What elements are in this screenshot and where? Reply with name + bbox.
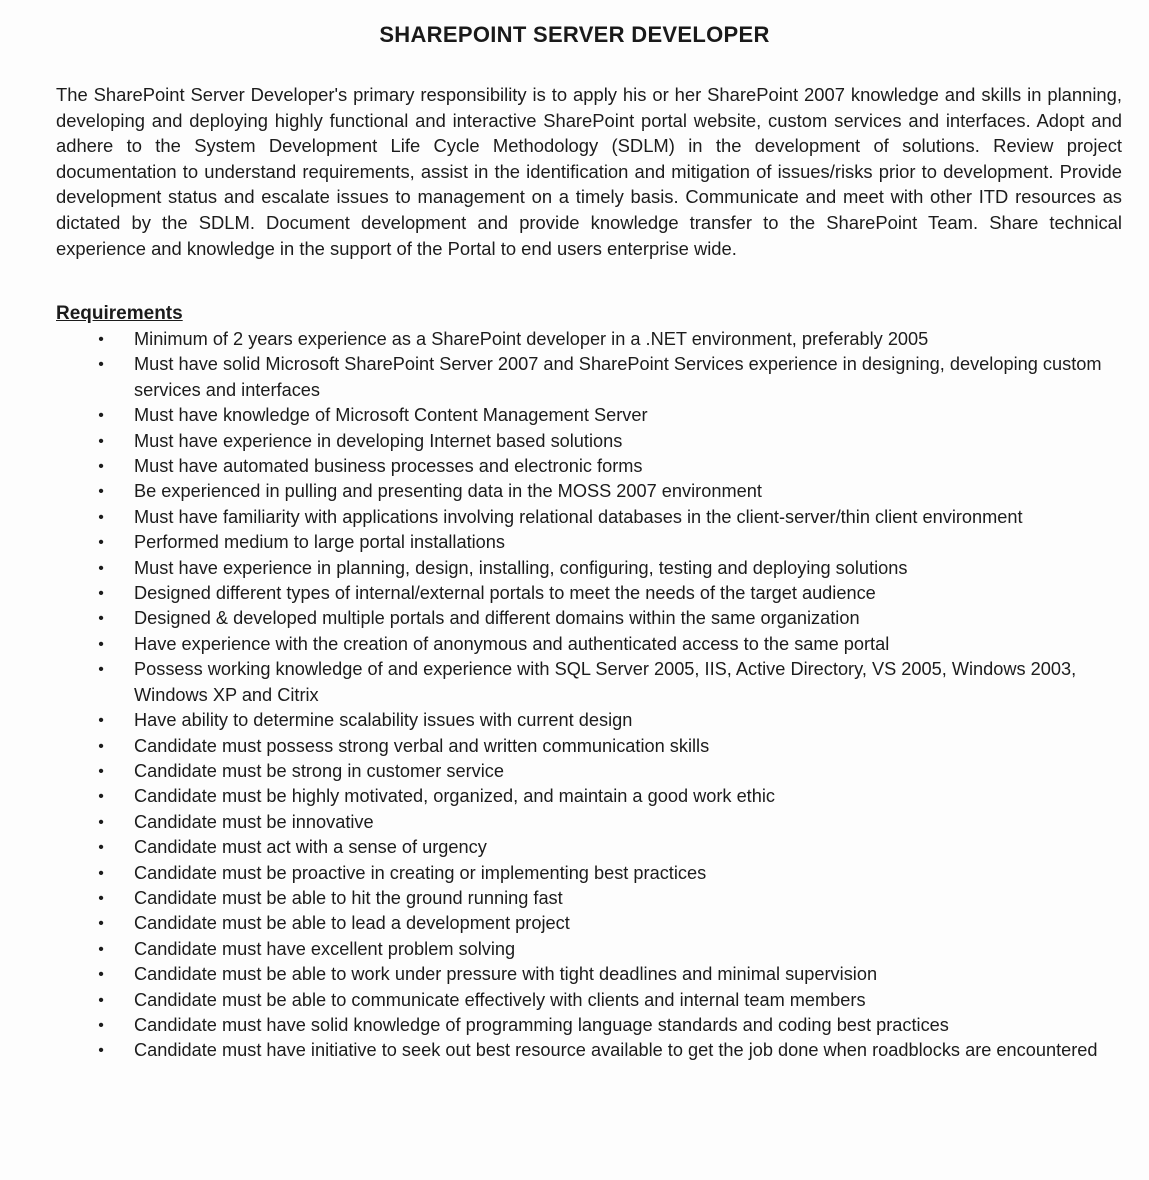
bullet-icon: • (98, 712, 104, 730)
bullet-icon: • (98, 407, 104, 425)
intro-paragraph: The SharePoint Server Developer's primary responsibility is to apply his or her SharePoint 2007 knowledge and skills in planning, developing and deploying highly functional and interactive SharePoint portal website, custom services and interfaces. Adopt and adhere to the System Development Life Cycle Methodology (SDLM) in the development of solutions. Review project documentation to understand requirements, assist in the identification and mitigation of issues/risks prior to development. Provide development status and escalate issues to management on a timely basis. Communicate and meet with other ITD resources as dictated by the SDLM. Document development and provide knowledge transfer to the SharePoint Team. Share technical experience and knowledge in the support of the Portal to end users enterprise wide. (56, 84, 1122, 259)
requirement-item (96, 657, 1136, 708)
requirement-text: Candidate must be strong in customer service (134, 760, 504, 781)
document-title: SHAREPOINT SERVER DEVELOPER (379, 22, 770, 47)
requirement-item (96, 759, 1136, 784)
bullet-icon: • (98, 432, 104, 450)
requirement-text: Have ability to determine scalability issues with current design (134, 710, 633, 731)
bullet-icon: • (98, 940, 104, 958)
requirement-item (96, 708, 1136, 733)
bullet-icon: • (98, 1016, 104, 1034)
requirement-text: Candidate must be innovative (134, 811, 374, 832)
bullet-icon: • (98, 635, 104, 653)
requirement-item (96, 937, 1136, 962)
requirement-text: Candidate must be able to communicate effectively with clients and internal team members (134, 989, 866, 1010)
requirement-item (96, 352, 1136, 403)
requirement-item (96, 479, 1136, 504)
requirement-text: Must have solid Microsoft SharePoint Server 2007 and SharePoint Services experience in designing, developing custom services and interfaces (134, 354, 1102, 400)
bullet-icon: • (98, 788, 104, 806)
requirement-item (96, 962, 1136, 987)
requirement-text: Candidate must have solid knowledge of programming language standards and coding best practices (134, 1014, 949, 1035)
requirement-text: Have experience with the creation of anonymous and authenticated access to the same portal (134, 633, 890, 654)
requirement-item (96, 1038, 1136, 1063)
requirement-text: Designed different types of internal/external portals to meet the needs of the target audience (134, 583, 876, 604)
bullet-icon: • (98, 915, 104, 933)
requirement-item (96, 327, 1136, 352)
bullet-icon: • (98, 813, 104, 831)
requirement-item (96, 454, 1136, 479)
bullet-icon: • (98, 737, 104, 755)
requirement-text: Must have familiarity with applications involving relational databases in the client-server/thin client environment (134, 506, 1023, 527)
requirement-text: Candidate must be proactive in creating or implementing best practices (134, 862, 707, 883)
requirement-text: Must have experience in planning, design, installing, configuring, testing and deploying solutions (134, 557, 908, 578)
bullet-icon: • (98, 762, 104, 780)
bullet-icon: • (98, 661, 104, 679)
requirement-item (96, 810, 1136, 835)
requirement-item (96, 581, 1136, 606)
bullet-icon: • (98, 991, 104, 1009)
bullet-icon: • (98, 839, 104, 857)
bullet-icon: • (98, 585, 104, 603)
bullet-icon: • (98, 610, 104, 628)
requirement-text: Candidate must be able to work under pressure with tight deadlines and minimal supervision (134, 964, 878, 985)
bullet-icon: • (98, 966, 104, 984)
requirement-item (96, 530, 1136, 555)
requirement-item (96, 429, 1136, 454)
requirement-text: Candidate must act with a sense of urgency (134, 837, 487, 858)
requirement-item (96, 886, 1136, 911)
requirement-item (96, 784, 1136, 809)
requirement-text: Must have experience in developing Internet based solutions (134, 430, 623, 451)
requirement-text: Must have knowledge of Microsoft Content Management Server (134, 405, 648, 426)
requirement-item (96, 403, 1136, 428)
requirement-text: Performed medium to large portal installations (134, 532, 505, 553)
requirement-text: Candidate must be highly motivated, organized, and maintain a good work ethic (134, 786, 775, 807)
bullet-icon: • (98, 889, 104, 907)
requirement-text: Candidate must have excellent problem solving (134, 938, 516, 959)
requirement-text: Designed & developed multiple portals and different domains within the same organization (134, 608, 860, 629)
requirement-text: Candidate must possess strong verbal and written communication skills (134, 735, 710, 756)
bullet-icon: • (98, 1042, 104, 1060)
requirement-item (96, 505, 1136, 530)
requirement-item (96, 556, 1136, 581)
bullet-icon: • (98, 356, 104, 374)
requirement-item (96, 988, 1136, 1013)
requirement-item (96, 911, 1136, 936)
requirements-list (96, 327, 1136, 1064)
bullet-icon: • (98, 331, 104, 348)
requirement-item (96, 632, 1136, 657)
requirement-text: Be experienced in pulling and presenting data in the MOSS 2007 environment (134, 481, 762, 502)
requirement-item (96, 606, 1136, 631)
requirement-text: Minimum of 2 years experience as a SharePoint developer in a .NET environment, preferably 2005 (134, 329, 929, 349)
bullet-icon: • (98, 483, 104, 501)
requirements-heading: Requirements (56, 303, 183, 324)
bullet-icon: • (98, 508, 104, 526)
requirement-item (96, 1013, 1136, 1038)
requirement-text: Candidate must be able to hit the ground running fast (134, 887, 563, 908)
bullet-icon: • (98, 864, 104, 882)
bullet-icon: • (98, 458, 104, 476)
requirement-text: Candidate must have initiative to seek out best resource available to get the job done when roadblocks are encountered (134, 1040, 1098, 1061)
requirement-text: Must have automated business processes and electronic forms (134, 456, 643, 477)
requirement-text: Possess working knowledge of and experience with SQL Server 2005, IIS, Active Directory, VS 2005, Windows 2003, Windows XP and Citrix (134, 659, 1077, 705)
bullet-icon: • (98, 534, 104, 552)
requirement-item (96, 734, 1136, 759)
requirement-item (96, 861, 1136, 886)
requirement-item (96, 835, 1136, 860)
bullet-icon: • (98, 559, 104, 577)
requirement-text: Candidate must be able to lead a development project (134, 913, 570, 934)
